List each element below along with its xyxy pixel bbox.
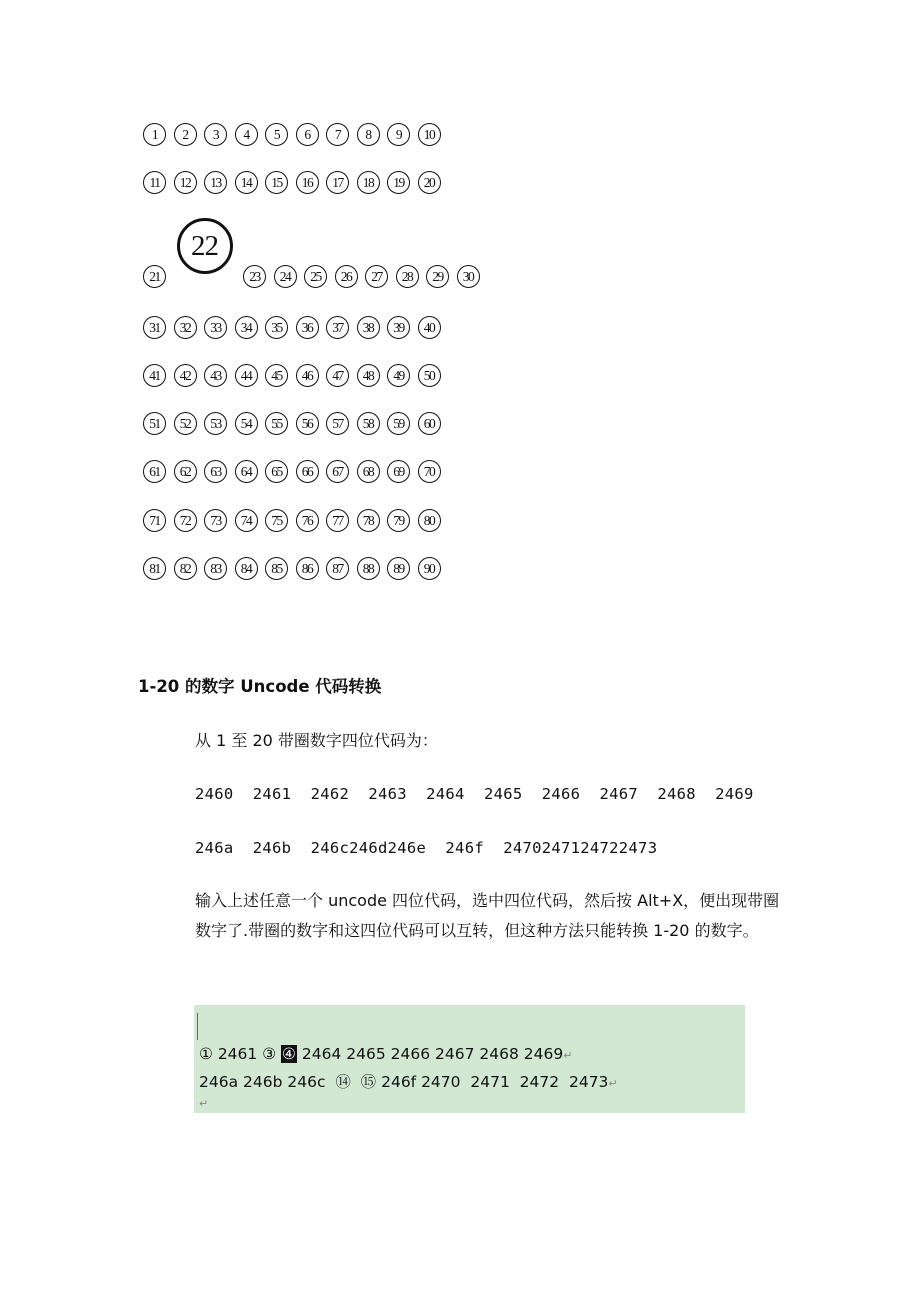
circled-row xyxy=(143,171,441,194)
circled-number: 73 xyxy=(204,509,227,532)
circled-number: 65 xyxy=(265,460,288,483)
circled-number: 88 xyxy=(357,557,380,580)
word-screenshot xyxy=(194,1005,745,1113)
circled-number: 87 xyxy=(326,557,349,580)
circled-number: 52 xyxy=(174,412,197,435)
circled-number: 57 xyxy=(326,412,349,435)
circled-number: 12 xyxy=(174,171,197,194)
circled-number: 48 xyxy=(357,364,380,387)
circled-number: 47 xyxy=(326,364,349,387)
circled-number: 53 xyxy=(204,412,227,435)
circled-number: 15 xyxy=(265,171,288,194)
circled-number: 9 xyxy=(387,123,410,146)
circled-number: 27 xyxy=(365,265,388,288)
circled-number: 4 xyxy=(235,123,258,146)
circled-number: 10 xyxy=(418,123,441,146)
circled-row xyxy=(143,557,441,580)
circled-number: 66 xyxy=(296,460,319,483)
circled-number: 34 xyxy=(235,316,258,339)
circled-number: 8 xyxy=(357,123,380,146)
circled-number: 33 xyxy=(204,316,227,339)
circled-number: 23 xyxy=(243,265,266,288)
circled-number: 28 xyxy=(396,265,419,288)
circled-number: 6 xyxy=(296,123,319,146)
circled-number: 72 xyxy=(174,509,197,532)
circled-number: 21 xyxy=(143,265,166,288)
circled-number: 25 xyxy=(304,265,327,288)
circled-number: 37 xyxy=(326,316,349,339)
circled-number: 38 xyxy=(357,316,380,339)
circled-number: 40 xyxy=(418,316,441,339)
circled-number: 46 xyxy=(296,364,319,387)
circled-number: 43 xyxy=(204,364,227,387)
intro-text: 从 1 至 20 带圈数字四位代码为： xyxy=(195,731,438,750)
circled-row xyxy=(143,123,441,146)
circled-number: 3 xyxy=(204,123,227,146)
circled-number: 59 xyxy=(387,412,410,435)
screenshot-line-1-pre: ① 2461 ③ xyxy=(199,1045,282,1063)
circled-number: 24 xyxy=(274,265,297,288)
circled-number: 64 xyxy=(235,460,258,483)
circled-number: 20 xyxy=(418,171,441,194)
circled-number: 32 xyxy=(174,316,197,339)
circled-number: 42 xyxy=(174,364,197,387)
circled-row xyxy=(143,316,441,339)
circled-number: 29 xyxy=(426,265,449,288)
screenshot-line-1 xyxy=(199,1045,572,1063)
circled-number: 54 xyxy=(235,412,258,435)
circled-number: 78 xyxy=(357,509,380,532)
circled-number: 51 xyxy=(143,412,166,435)
circled-number: 77 xyxy=(326,509,349,532)
circled-number: 70 xyxy=(418,460,441,483)
circled-number: 13 xyxy=(204,171,227,194)
circled-number: 79 xyxy=(387,509,410,532)
codes-line-1: 2460 2461 2462 2463 2464 2465 2466 2467 2468 2469 xyxy=(195,785,754,803)
circled-row xyxy=(143,412,441,435)
paragraph-mark-icon: ↵ xyxy=(608,1077,618,1090)
instruction-text: 输入上述任意一个 uncode 四位代码，选中四位代码，然后按 Alt+X，便出现带圈数字了.带圈的数字和这四位代码可以互转，但这种方法只能转换 1-20 的数字。 xyxy=(195,891,780,940)
circled-number: 39 xyxy=(387,316,410,339)
circled-row xyxy=(143,364,441,387)
circled-number: 71 xyxy=(143,509,166,532)
section-heading: 1-20 的数字 Uncode 代码转换 xyxy=(138,677,382,696)
circled-number: 89 xyxy=(387,557,410,580)
circled-number: 80 xyxy=(418,509,441,532)
circled-number: 1 xyxy=(143,123,166,146)
circled-number: 26 xyxy=(335,265,358,288)
circled-number: 58 xyxy=(357,412,380,435)
circled-number: 50 xyxy=(418,364,441,387)
circled-number: 90 xyxy=(418,557,441,580)
circled-number: 61 xyxy=(143,460,166,483)
circled-number: 81 xyxy=(143,557,166,580)
circled-number: 55 xyxy=(265,412,288,435)
circled-number: 68 xyxy=(357,460,380,483)
circled-number: 69 xyxy=(387,460,410,483)
circled-number: 41 xyxy=(143,364,166,387)
circled-number: 36 xyxy=(296,316,319,339)
circled-number: 67 xyxy=(326,460,349,483)
circled-number: 16 xyxy=(296,171,319,194)
circled-number: 14 xyxy=(235,171,258,194)
circled-number: 17 xyxy=(326,171,349,194)
circled-number: 5 xyxy=(265,123,288,146)
circled-number: 2 xyxy=(174,123,197,146)
screenshot-line-1-post: 2464 2465 2466 2467 2468 2469 xyxy=(296,1045,564,1063)
circled-number: 49 xyxy=(387,364,410,387)
paragraph-mark-icon: ↵ xyxy=(563,1049,573,1062)
circled-number: 19 xyxy=(387,171,410,194)
circled-number: 63 xyxy=(204,460,227,483)
circled-number: 56 xyxy=(296,412,319,435)
selected-circled-four: ④ xyxy=(282,1045,296,1063)
circled-number: 60 xyxy=(418,412,441,435)
circled-row xyxy=(143,460,441,483)
circled-number: 31 xyxy=(143,316,166,339)
circled-number: 45 xyxy=(265,364,288,387)
circled-number: 7 xyxy=(326,123,349,146)
circled-number: 86 xyxy=(296,557,319,580)
screenshot-line-2-text: 246a 246b 246c ⑭ ⑮ 246f 2470 2471 2472 2473 xyxy=(199,1073,609,1091)
circled-number: 62 xyxy=(174,460,197,483)
circled-row xyxy=(143,229,480,288)
screenshot-line-3 xyxy=(199,1093,208,1111)
circled-row xyxy=(143,509,441,532)
circled-number: 83 xyxy=(204,557,227,580)
circled-number: 74 xyxy=(235,509,258,532)
circled-number: 44 xyxy=(235,364,258,387)
circled-number: 11 xyxy=(143,171,166,194)
circled-number: 82 xyxy=(174,557,197,580)
circled-number: 76 xyxy=(296,509,319,532)
circled-number: 35 xyxy=(265,316,288,339)
text-cursor xyxy=(197,1013,198,1040)
circled-number: 18 xyxy=(357,171,380,194)
paragraph-mark-icon: ↵ xyxy=(199,1097,209,1110)
circled-number: 84 xyxy=(235,557,258,580)
codes-line-2: 246a 246b 246c246d246e 246f 2470247124722473 xyxy=(195,839,658,857)
circled-number: 22 xyxy=(177,218,233,274)
circled-number: 30 xyxy=(457,265,480,288)
circled-number: 85 xyxy=(265,557,288,580)
circled-number: 75 xyxy=(265,509,288,532)
screenshot-line-2 xyxy=(199,1070,618,1092)
